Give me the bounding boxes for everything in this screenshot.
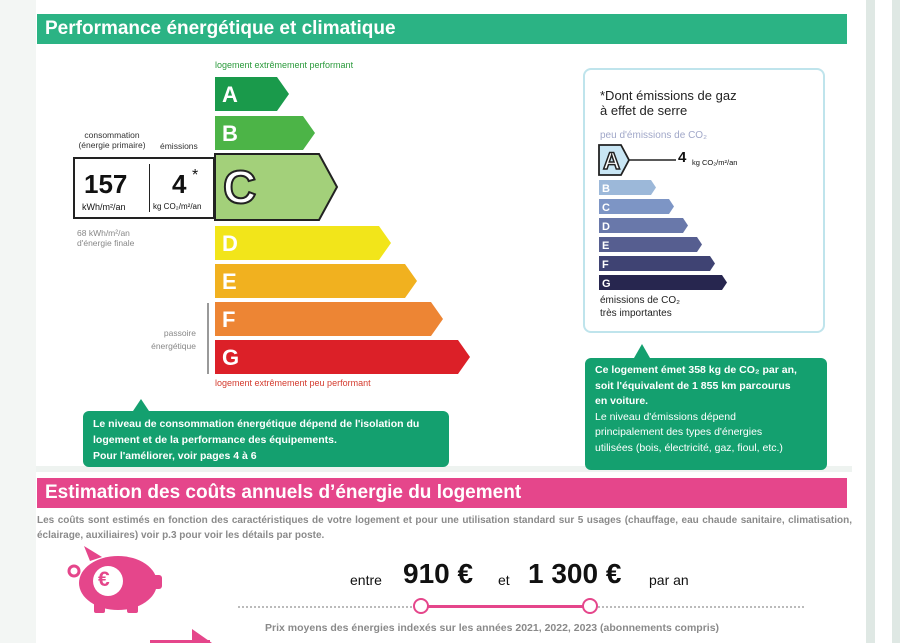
ges-unit: kg CO₂/m²/an	[692, 158, 738, 167]
emissions-unit: kg CO₂/m²/an	[153, 202, 202, 211]
ges-class-letter-e: E	[602, 240, 610, 252]
energy-bottom-label: logement extrêmement peu performant	[215, 378, 371, 388]
energy-section-title: Performance énergétique et climatique	[37, 14, 847, 44]
ges-class-letter-b: B	[602, 183, 610, 195]
cost-entre: entre	[350, 572, 382, 588]
cost-par-an: par an	[649, 572, 689, 588]
ges-callout-line3: en voiture.	[595, 395, 649, 407]
euro-symbol: €	[98, 568, 110, 591]
energy-callout-line3: Pour l'améliorer, voir pages 4 à 6	[93, 450, 257, 462]
emissions-value: 4	[172, 169, 187, 199]
energy-class-letter-d: D	[222, 231, 238, 256]
ges-callout-line2: soit l'équivalent de 1 855 km parcourus	[595, 379, 791, 392]
energy-class-letter-c: C	[223, 161, 257, 213]
energy-class-letter-a: A	[222, 82, 238, 107]
costs-description: Les coûts sont estimés en fonction des caractéristiques de votre logement et pour une utilisation standard sur 5 usages (chauffage, eau chaude sanitaire, climatisation, éclairage, auxiliaires) voir p.3 pour voir les détails par poste.	[37, 515, 852, 541]
ges-top-label: peu d'émissions de CO₂	[600, 130, 707, 141]
energy-class-letter-f: F	[222, 307, 236, 332]
ges-bottom-line2: très importantes	[600, 308, 672, 319]
ges-class-letter-g: G	[602, 278, 611, 290]
ges-class-letter-f: F	[602, 259, 609, 271]
ges-bottom-line1: émissions de CO₂	[600, 295, 681, 306]
energy-class-letter-g: G	[222, 345, 240, 370]
ges-title-line1: *Dont émissions de gaz	[600, 88, 737, 103]
ges-class-letter-c: C	[602, 202, 610, 214]
ges-class-letter-a: A	[603, 148, 621, 175]
ges-callout-line4: Le niveau d'émissions dépend	[595, 410, 736, 423]
consumption-value: 157	[84, 169, 128, 199]
cost-max: 1 300 €	[528, 558, 622, 589]
energy-top-label: logement extrêmement performant	[215, 60, 354, 70]
final-energy-line1: 68 kWh/m²/an	[77, 228, 130, 238]
energy-class-letter-b: B	[222, 121, 238, 146]
ges-value: 4	[678, 149, 687, 166]
energy-callout-line1: Le niveau de consommation énergétique dépend de l'isolation du	[93, 418, 420, 430]
consumption-label-line2: (énergie primaire)	[78, 140, 146, 150]
emissions-label: émissions	[160, 141, 198, 151]
energy-callout-line2: logement et de la performance des équipements.	[93, 434, 337, 446]
passoire-line2: énergétique	[151, 341, 196, 351]
cost-et: et	[498, 572, 510, 588]
costs-section-title: Estimation des coûts annuels d’énergie du logement	[37, 478, 847, 508]
ges-callout-line1: Ce logement émet 358 kg de CO₂ par an,	[595, 364, 797, 376]
consumption-unit: kWh/m²/an	[82, 202, 126, 212]
ges-class-letter-d: D	[602, 221, 610, 233]
ges-callout-line5: principalement des types d'énergies	[595, 426, 763, 438]
ges-callout-line6: utilisées (bois, électricité, gaz, fioul, etc.)	[595, 441, 783, 454]
passoire-line1: passoire	[163, 328, 196, 338]
prix-note: Prix moyens des énergies indexés sur les années 2021, 2022, 2023 (abonnements compris)	[265, 622, 720, 634]
ges-title-line2: à effet de serre	[600, 103, 688, 118]
consumption-label-line1: consommation	[84, 130, 140, 140]
energy-class-letter-e: E	[222, 269, 237, 294]
emissions-star: *	[192, 167, 199, 184]
cost-min: 910 €	[403, 558, 474, 589]
final-energy-line2: d'énergie finale	[77, 238, 135, 248]
